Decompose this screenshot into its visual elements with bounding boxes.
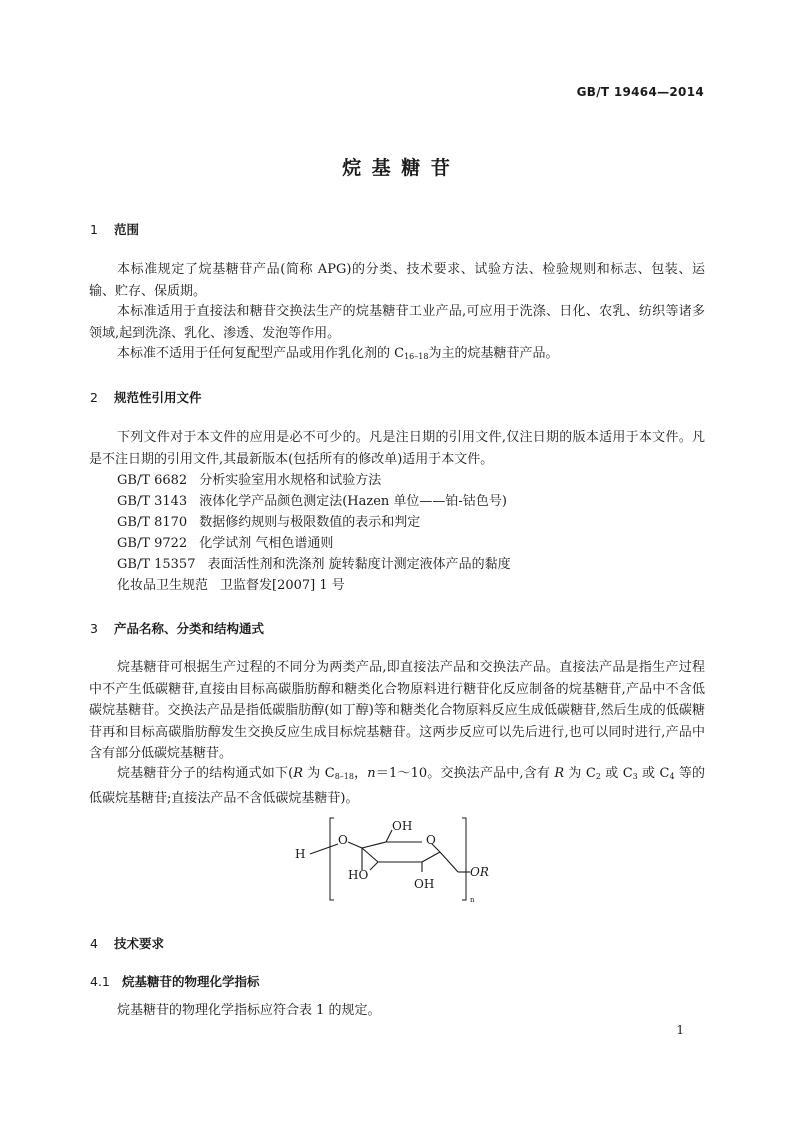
subscript: 16–18: [404, 352, 429, 361]
standard-code: GB/T 19464—2014: [576, 85, 704, 99]
reference-code: GB/T 3143: [117, 494, 188, 509]
text-run: ，: [353, 766, 368, 781]
section-title: 规范性引用文件: [114, 390, 202, 405]
section-2-paragraph-1: 下列文件对于本文件的应用是必不可少的。凡是注日期的引用文件,仅注日期的版本适用于本文件。凡是不注日期的引用文件,其最新版本(包括所有的修改单)适用于本文件。: [89, 430, 705, 467]
bracket-left: [330, 818, 334, 900]
section-number: 1: [90, 222, 98, 237]
text-run: 为 C: [564, 766, 596, 781]
section-1-paragraph-3: [89, 343, 705, 368]
reference-item: [117, 575, 345, 597]
reference-item: [117, 533, 333, 555]
reference-title: 表面活性剂和洗涤剂 旋转黏度计测定液体产品的黏度: [207, 557, 511, 572]
subscript: 4: [669, 772, 675, 781]
reference-item: [117, 554, 511, 576]
reference-item: [117, 491, 507, 513]
section-number: 4: [90, 936, 98, 951]
text-run: 本标准不适用于任何复配型产品或用作乳化剂的 C: [117, 346, 405, 361]
subscript: 2: [595, 772, 601, 781]
text-run: 等的低碳烷基糖苷;直接法产品不含低碳烷基糖苷)。: [89, 766, 705, 806]
reference-code: GB/T 6682: [117, 473, 188, 488]
glucose-ring: [310, 830, 470, 872]
formula-label-oh-top: OH: [392, 819, 413, 833]
section-3-paragraph-2: [89, 763, 705, 809]
reference-title: 卫监督发[2007] 1 号: [220, 578, 345, 593]
reference-title: 化学试剂 气相色谱通则: [199, 536, 334, 551]
formula-label-ho: HO: [348, 868, 369, 882]
section-number: 3: [90, 621, 98, 636]
formula-label-o-ring: O: [426, 833, 436, 847]
variable-r: R: [293, 766, 303, 781]
text-run: 烷基糖苷分子的结构通式如下(: [117, 766, 294, 781]
page-title: 烷 基 糖 苷: [342, 157, 452, 179]
page-number: 1: [676, 1023, 684, 1037]
reference-code: GB/T 8170: [117, 515, 188, 530]
bracket-right: [462, 818, 466, 900]
section-4-1-heading: [90, 972, 260, 990]
text-run: 为主的烷基糖苷产品。: [428, 346, 559, 361]
reference-code: 化妆品卫生规范: [117, 578, 209, 593]
subsection-title: 烷基糖苷的物理化学指标: [122, 974, 260, 989]
section-1-paragraph-2: 本标准适用于直接法和糖苷交换法生产的烷基糖苷工业产品,可应用于洗涤、日化、农乳、纺织等诸多领域,起到洗涤、乳化、渗透、发泡等作用。: [89, 304, 705, 341]
variable-r: R: [554, 766, 565, 781]
text-run: ＝1～10。交换法产品中,含有: [375, 766, 555, 781]
section-4-1-paragraph-1: 烷基糖苷的物理化学指标应符合表 1 的规定。: [117, 1003, 381, 1018]
section-1-paragraph-1: 本标准规定了烷基糖苷产品(简称 APG)的分类、技术要求、试验方法、检验规则和标志、包装、运输、贮存、保质期。: [89, 262, 705, 299]
subsection-number: 4.1: [90, 974, 110, 989]
section-1-heading: [90, 220, 139, 238]
reference-code: GB/T 15357: [117, 557, 196, 572]
section-2-heading: [90, 388, 202, 406]
structural-formula: [290, 810, 510, 910]
reference-title: 数据修约规则与极限数值的表示和判定: [199, 515, 421, 530]
reference-title: 分析实验室用水规格和试验方法: [199, 473, 382, 488]
section-number: 2: [90, 390, 98, 405]
reference-item: [117, 512, 420, 534]
reference-code: GB/T 9722: [117, 536, 188, 551]
section-title: 范围: [114, 222, 140, 237]
reference-item: [117, 470, 381, 492]
section-title: 产品名称、分类和结构通式: [114, 621, 265, 636]
subscript: 8–18: [334, 772, 354, 781]
section-3-heading: [90, 619, 264, 637]
section-title: 技术要求: [114, 936, 165, 951]
formula-label-or: OR: [470, 865, 489, 879]
text-run: 为 C: [302, 766, 335, 781]
section-4-heading: [90, 934, 164, 952]
formula-label-oh-bottom: OH: [414, 877, 435, 891]
reference-title: 液体化学产品颜色测定法(Hazen 单位——铂-钴色号): [199, 494, 507, 509]
subscript: 3: [632, 772, 638, 781]
section-3-paragraph-1: 烷基糖苷可根据生产过程的不同分为两类产品,即直接法产品和交换法产品。直接法产品是指生产过程中不产生低碳糖苷,直接由目标高碳脂肪醇和糖类化合物原料进行糖苷化反应制备的烷基糖苷,产品中不含低碳烷基糖苷。交换法产品是指低碳脂肪醇(如丁醇)等和糖类化合物原料反应生成低碳糖苷,然后生成的低碳糖苷再和目标高碳脂肪醇发生交换反应生成目标烷基糖苷。这两步反应可以先后进行,也可以同时进行,产品中含有部分低碳烷基糖苷。: [89, 660, 705, 761]
text-run: 或 C: [600, 766, 633, 781]
variable-n: n: [367, 766, 376, 781]
text-run: 或 C: [637, 766, 670, 781]
formula-label-n: n: [470, 896, 475, 904]
formula-label-o-left: O: [338, 833, 348, 847]
formula-label-h: H: [295, 847, 306, 861]
